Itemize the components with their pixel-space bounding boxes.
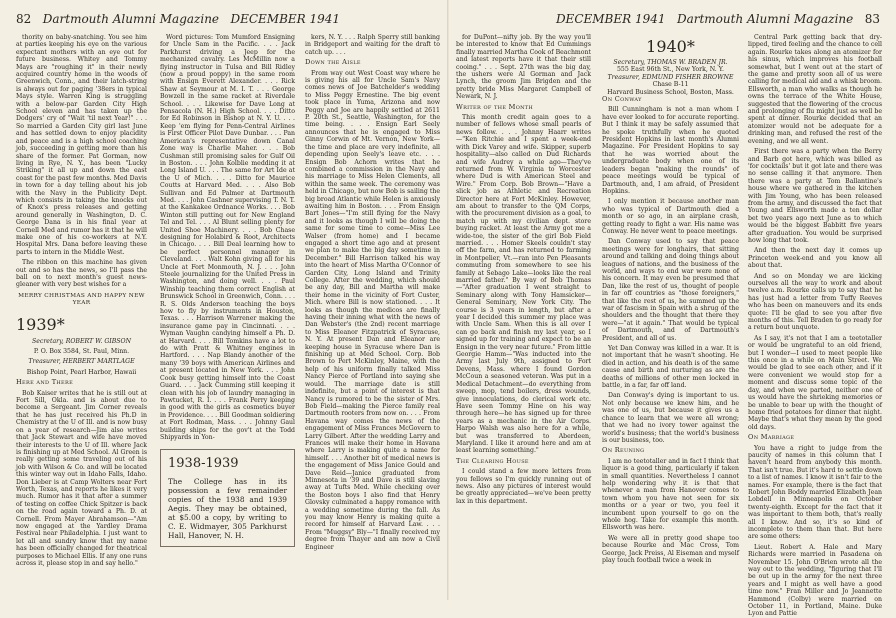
left-issue-date: DECEMBER 1941 [230, 12, 341, 26]
section-heading: The Clearing House [456, 456, 529, 465]
notice-body: The College has in its possession a few remainder copies of the 1938 and 1939 Aegis. They may be obtained, at $5.00 a copy, by writing to C. E. Widmayer, 305 Parkhurst Hall, Hanover, N. H. [168, 477, 287, 541]
paragraph: I am no teetotaller and in fact I think that liquor is a good thing, particularly if taken in small quantities. Nevertheless I cannot help wondering why it is that that whenever a man from Hanover comes to town whom you have not seen for six months or a year or two, you feel it incumbent upon yourself to go on the whole hog. Take for example this month. Ellsworth was here. [602, 457, 739, 532]
paragraph: Central Park getting back that dry-lipped, tired feeling and the chance to cell again. Rourke takes along an atomizer for his sinus, which improves his football somewhat, but I went out at the start of the game and pretty soon all of us were calling for medical aid and a whisk broom. Ellsworth, a man who walks as though he owns the terrace of the White House, suggested that the flowering of the crocus and prolonging of flu might just as well be spent at dinner. Rourke decided that an atomizer would not be adequate for a drinking man, and refused the rest of the evening, and we all went. [748, 34, 882, 145]
paragraph: for DuPont—nifty job. By the way you'll be interested to know that Ed Cummings finally married Martha Cook of Beachmont and latest reports have it that their still cooing." . . . Sept. 27th was the big day, the ushers were Al Gorman and Jack Lynch, the groom Jim Brigden and the pretty bride Miss Margaret Campbell of Newark, N. J. [456, 34, 591, 101]
paragraph: Word pictures: Tom Mumford Ensigning for Uncle Sam in the Pacific. . . . Jack Parkhurst driving a Jeep for the mechanized cavalry. Les McMillin now a flying instructor in Tulsa and Bill Ridley (now a proud poppy) in the same room with Ensign Everett Alexander. . . . Rick Shaw at Seymour at M. I. T. . . . George Bowzell in the same racket at Riverdale School. . . . Likewise for Dave Long at Pensacola (N. H.) High School. . . . Ditto for Ed Robinson in Bishop at N. Y. U. . . . Keep 'em flying for Penn-Central Airlines is First Officer Pilot Dave Dunbar. . . . Pan American's representative down Canal Zone way is Charlie Maher. . . . Bob Cushman still promising sales for Gulf Oil in Boston. . . . John Kolblie medding it at Long Island U. . . . The same for Art Ide at the U of Mich. . . . Ditto for Maurice Coutts at Harvard Med. . . . Also Bob Sullivan and Ed Palmer at Dartmouth Med. . . . John Cashner supervising T. N. T. at the Kankakee Ordnance Works. . . . Bob Winton still putting out for New England Tel and Tel. . . . Al Blunt selling plenty for United Shoe Machinery. . . . Bob Chase designing for Holabird & Root, Architects in Chicago. . . . Bill Deal learning how to be perfect personnel manager in Cleveland. . . . Walt Kohn giving all for his Uncle at Fort Monmouth, N. J. . . . John Steele journalizing for the United Press in Washington, and doing well. . . . Paul Winship teaching them correct English at Brunswick School in Greenwich, Conn. . . . R. S. Olds Anderson teaching the boys how to fly by instruments in Houston, Texas. . . . Harrison Warrener making the insurance game pay in Cincinnati. . . . Wyman Vaughn candying himself a Ph. D. at Harvard. . . . Bill Tomkins have a lot to do with Pratt & Whitney engines in Hartford. . . . Nap Blandy another of the many '39 boys with American Airlines and at present located in New York. . . . John Cook busy getting himself into the Coast Guard. . . . Jack Cumming still keeping it clean with his job of laundry managing in Pawtucket, R. I. . . . Frank Perry keeping in good with the girls as cosmetics buyer in Providence. . . . Bill Goodman soldiering at Fort Rodman, Mass. . . . Johnny Gaul building ships for the gov't at the Todd Shipyards in Yon- [160, 34, 295, 441]
secretary-address: 555 East 96th St., New York, N. Y. [616, 66, 724, 74]
paragraph: Bill Cunningham is not a man whom I have ever looked to for accurate reporting. But I think it may be safely assumed that he spoke truthfully when he quoted President Hopkins in last month's Alumni Magazine. For President Hopkins to say that he was worried about the undergraduate body when one of its leaders began "making the rounds" of peace meetings would be typical of Dartmouth, and, I am afraid, of President Hopkins. [602, 106, 739, 195]
secretary-address: P. O. Box 3584, St. Paul, Minn. [33, 348, 130, 356]
section-heading: Writer of the Month [456, 102, 534, 111]
class-year-heading: 1939* [16, 314, 65, 334]
section-heading: On Reuning [602, 446, 645, 455]
aegis-notice-box [160, 449, 295, 547]
right-issue-date: DECEMBER 1941 [555, 12, 666, 26]
paragraph: As I say, it's not that I am a teetotaller or would be ungrateful to an old friend, but I wonder—I used to meet people like this once in a while on Main Street. We would be glad to see each other, and if it were convenient we would stop for a moment and discuss some topic of the day, and when we parted, neither one of us would have the shrieking memories or be unable to bear up with the thought of home fried potatoes for dinner that night. Maybe that's what they mean by the good old days. [748, 334, 882, 431]
treasurer-address-line2: Harvard Business School, Boston, Mass. [607, 88, 734, 96]
right-magazine-title: Dartmouth Alumni Magazine [676, 12, 854, 26]
column-4 [456, 34, 591, 594]
section-heading: On Conway [602, 95, 642, 104]
class-year-heading: 1940* [646, 37, 695, 56]
paragraph: And then the next day it comes up Princeton week-end and you know all about that. [748, 247, 882, 270]
paragraph: Yet Dan Conway was killed in a war. It is not important that he wasn't shooting. He died in action, and his death is of the same cause and birth and nurturing as are the deaths of millions of other men locked in battle, in a far, far off land. [602, 345, 739, 390]
right-page-header [556, 12, 880, 26]
paragraph: I could stand a few more letters from you fellows so I'm quickly running out of news. Also any pictures of interest would be greatly appreciated—we've been pretty lax in this department. [456, 468, 591, 505]
paragraph: We were all in pretty good shape too because Rourke and Mac Cross, Tom George, Jack Preiss, Al Eiseman and myself play touch football twice a week in [602, 534, 739, 564]
paragraph: You have a right to judge from the paucity of names in this column that I haven't heard from anybody this month. That isn't true. But it's hard to settle down to a list of names. I know it isn't fair to the names. For example, there is the fact that Robert John Boddy married Elizabeth Jean Lobdell in Minneapolis on October twenty-eighth. Except for the fact that it was important to them both, that's really all I know. And so, it's so kind of incomplete to them than that. But here are some others: [748, 444, 882, 541]
left-page-number: 82 [16, 12, 32, 26]
column-6 [748, 34, 882, 618]
paragraph: I only mention it because another man who was typical of Dartmouth died a month or so ago, in an airplane crash, getting ready to fight a war. His name was Conway. He never went to peace meetings. [602, 198, 739, 235]
column-1 [16, 34, 147, 594]
right-page-number: 83 [864, 12, 880, 26]
paragraph: Bob Kaiser writes that he is still out at Fort Sill, Okla. and is about due to become a Sergeant. Jim Corner reveals that he has just received his Ph.D in Chemistry at the U of Ill. and is now busy on a year of research—Jim also writes that Jack Stewart and wife have moved their interests to the U of Ill. where Jack is finishing up at Med School. Al Green is really getting some traveling out of his job with Wilson & Co. and will be located this winter way out in Idaho Falls, Idaho. Don Lieber is at Camp Wolters near Fort Worth, Texas, and reports he likes it very much. Rumor has it that after a summer of testing on coffee Chick Spitzer is back on the road again toward a Ph. D. at Cornell. From Mayer Abrahamson—"Am now engaged at the Yardley Drama Festival near Philadelphia. I just want to let all and sundry know that my name has been officially changed for theatrical purposes to Michael Ellis. If any one runs across it, please stop in and say hello." [16, 389, 147, 567]
class-secretary: Secretary, ROBERT W. GIBSON [31, 337, 132, 345]
page-gutter [447, 0, 449, 600]
paragraph: Lieut. Robert A. Hale and Mary Richards were married in Pasadena on November 15. John O'Brien wrote all the way out to the wedding, "figuring that I'll be out up in the army for the next three years and I might as well have a good time now." Fran Miller and Jo Jeannette Hammond (Colby) were married on October 11, in Portland, Maine. Duke Lyon and Pattie [748, 543, 882, 618]
left-magazine-title: Dartmouth Alumni Magazine [42, 12, 220, 26]
class-treasurer: Treasurer, HERBERT MARTLAGE [28, 358, 135, 366]
left-page-header [16, 12, 340, 26]
section-heading: Here and There [16, 378, 74, 387]
column-5 [602, 34, 739, 594]
treasurer-address-line1: Chase B-11 [652, 81, 689, 89]
treasurer-address: Bishop Point, Pearl Harbor, Hawaii [26, 368, 137, 376]
section-heading: Down the Aisle [305, 58, 361, 67]
paragraph: And so on Monday we are kicking ourselves all the way to work and about twelve a.m. Rourke calls up to say that he has just had a letter from Tuffy Reeves who has been on maneuvers and its ends quote: I'll be glad to see you after five months of this. Tell Braden to go ready for a return bout unquote. [748, 272, 882, 332]
notice-title: 1938-1939 [168, 456, 239, 472]
class-secretary: Secretary, THOMAS W. BRADEN JR. [613, 59, 728, 66]
column-3 [305, 34, 440, 594]
paragraph: This month credit again goes to a number of fellows whose small pearls of news follow. . . . Johnny Haarr writes—"Ken Ritchie and I spent a week-end with Dick Varey and wife. Skipper, superb hospitality—also called on Dud Richards and wife Audrey a while ago—They've returned from W. Virginia to Worcester where Dud is with American Steel and Wire." From Corp. Bob Brown—"Have a slick job as Athletic and Recreation Director here at Fort McKinley. However, am about to transfer to the QM Corps, with the procurement division as a goal, to match up with my civilian dept. store buying racket. At least the Army got me a wide-toe, the sister of the girl Bob Field married. . . . Homer Skeels couldn't stay off the farm, and has returned to farming in Montpelier, Vt.—ran into Pen Pleasants commuting from somewhere to see his family at Sebago Lake—looks like the real married father." By way of Bob Thomas—"After graduation I went straight to Seminary along with Tony Hamsicker—General Seminary, New York City. The course is 3 years in length, but after a year I decided this summer my place was with Uncle Sam. When this is all over I can go back and finish my last year, so I signed up for training and expect to be an Ensign in the very near future." From little Georgie Hamm—"Was inducted into the Army last July 9th, assigned to Fort Devens, Mass. where I found Gordon McCoun a seasoned veteran. Was put in a Medical Detachment—do everything from sweep, mop, tend boilers, dress wounds, give innoculations, do clerical work etc. Have seen Tommy Hine on his way through here—he has signed up for three years as a mechanic in the Air Corps. Harpo Walsh was also here for a while, but was transferred to Aberdeen, Maryland. I like it around here and am at least learning something." [456, 114, 591, 455]
paragraph: kers, N. Y. . . . Ralph Sperry still banking in Bridgeport and waiting for the draft to catch up. . . . [305, 34, 440, 56]
paragraph: From way out West Coast way where he is giving his all for Uncle Sam's Navy comes news of Joe Batchelder's wedding to Miss Peggy Ernestine. The big event took place in Yuma, Arizona and now Peggy and Joe are happily settled at 2611 P. 20th St., Seattle, Washington, for the time being. . . . Ensign Earl Seely announces that he is engaged to Miss Ginny Corwin of Mt. Vernon, New York—the time and place are very indefinite, all depending upon Seely's leave etc. . . . Ensign Bob Achorn writes that he combined a commission in the Navy and his marriage to Miss Helen Clements, all within the same week. The ceremony was held in Chicago, but now Bob is sailing the big broad Atlantic while Helen is anxiously awaiting him in Boston. . . . From Ensign Bart Jones—"I'm still flying for the Navy and it looks as though I will be doing the same for some time to come—Miss Lee Walser (from home) and I became engaged a short time ago and at present we plan to make the big day sometime in December." Bill Harrison talked his way into the heart of Miss Martha O'Connor of Garden City, Long Island and Trinity College. After the wedding, which should be any day, Bill and Martha will make their home in the vicinity of Fort Custer, Mich. where Bill is now stationed. . . . It looks as though the medicos are finally having their inning what with the news of Dan Webster's (the 2nd) recent marriage to Miss Eleanor Fitzpatrick of Syracuse, N. Y. At present Dan and Eleanor are keeping house in Syracuse where Dan is finishing up at Med School. Corp. Bob Brown to Pert McKinley, Maine, with the help of his uniform finally talked Miss Nancy Pierce of Portland into saying she would. The marriage date is still indefinite, but a point of interest is that Nancy is rumored to be the sister of Mrs. Bob Field—making the Pierce family real Dartmouth rooters from now on. . . . From Havana way comes the news of the engagement of Miss Frances McGovern to Larry Gilbert. After the wedding Larry and Frances will make their home in Havana where Larry is making quite a name for himself. . . . Another bit of medical news is the engagement of Miss Janice Gould and Dave Reid—Janice graduated from Minnesota in '39 and Dave is still slaving away at Tufts Med. While checking over the Boston boys I also find that Henry Glovsky culminated a happy romance with a wedding sometime during the fall. As you may know Henry is making quite a record for himself at Harvard Law. . . . From "Muggsy" Bly—"I finally received my degree from Thayer and am now a Civil Engineer [305, 69, 440, 551]
paragraph: Dan Conway's dying is important to us. Not only because we knew him, and he was one of us, but because it gives us a chance to learn that we were all wrong; that we had no ivory tower against the world's business; that the world's business is our business, too. [602, 392, 739, 444]
column-2 [160, 34, 295, 594]
paragraph: First there was a party when the Berry and Barb got here, which was billed as 'for cocktails' but it got late and there was no sense calling it that anymore. Then there was a party at Tom Ballantine's house where we gathered in the kitchen with Jim Young, who has been released from the army, and discussed the fact that Young and Ellsworth made a ten dollar bet two years ago next June as to which would be the biggest Babbitt five years after graduation. You would be surprised how long that took. [748, 148, 882, 244]
class-treasurer: Treasurer, EDMUND FISHER BROWNE [607, 73, 734, 81]
paragraph: Dan Conway used to say that peace meetings were for longhairs, that sitting around and talking and doing things about leagues of nations, and the business of the world, and ways to end war were none of his concern. It may even be presumed that Dan, like the rest of us, thought of people in far off countries as "those foreigners," that like the rest of us, he summed up the war of fascism in Spain with a shrug of the shoulders and the thought that there they were—"at it again." That would be typical of Dartmouth, and of Dartmouth's President, and all of us. [602, 238, 739, 342]
season-greeting: MERRY CHRISTMAS AND HAPPY NEW YEAR [18, 292, 145, 307]
section-heading: On Marriage [748, 433, 795, 442]
paragraph: The ribbon on this machine has given out and so has the news, so I'll pass the ball on to next month's guest news-gleaner with very best wishes for a [16, 259, 147, 289]
paragraph: thority on baby-snatching. You see him at parties keeping his eye on the various expectant mothers with an eye out for future business. Whitey and Tommy Mays are "roughing it" in their newly acquired country home in the woods of Greenwich, Conn., and their latch-string is always out for paging '38ers in typical Mays style. Warren King is struggling with a below-par Garden City High School eleven and has taken up the Dodgers' cry of "Wait 'til next Year!" . . . So married a Garden City girl last June and has settled down to enjoy placidity and peace and is a high school coaching job, succeeding in getting more than his share of the former. Pat Gorman, now living in Rye, N. Y., has been "Lucky Striking" it all up and down the east coast for the past few months. Med Davis in town for a day telling about his job with the Navy in the Publicity Dept. which consists in taking the knocks out of Knox's press releases and getting around generally in Washington, D. C. George Dana is in his final year at Cornell Med and rumor has it that he will make one of his co-workers at N.Y. Hospital Mrs. Dana before leaving these parts to intern in the Middle West. [16, 34, 147, 256]
